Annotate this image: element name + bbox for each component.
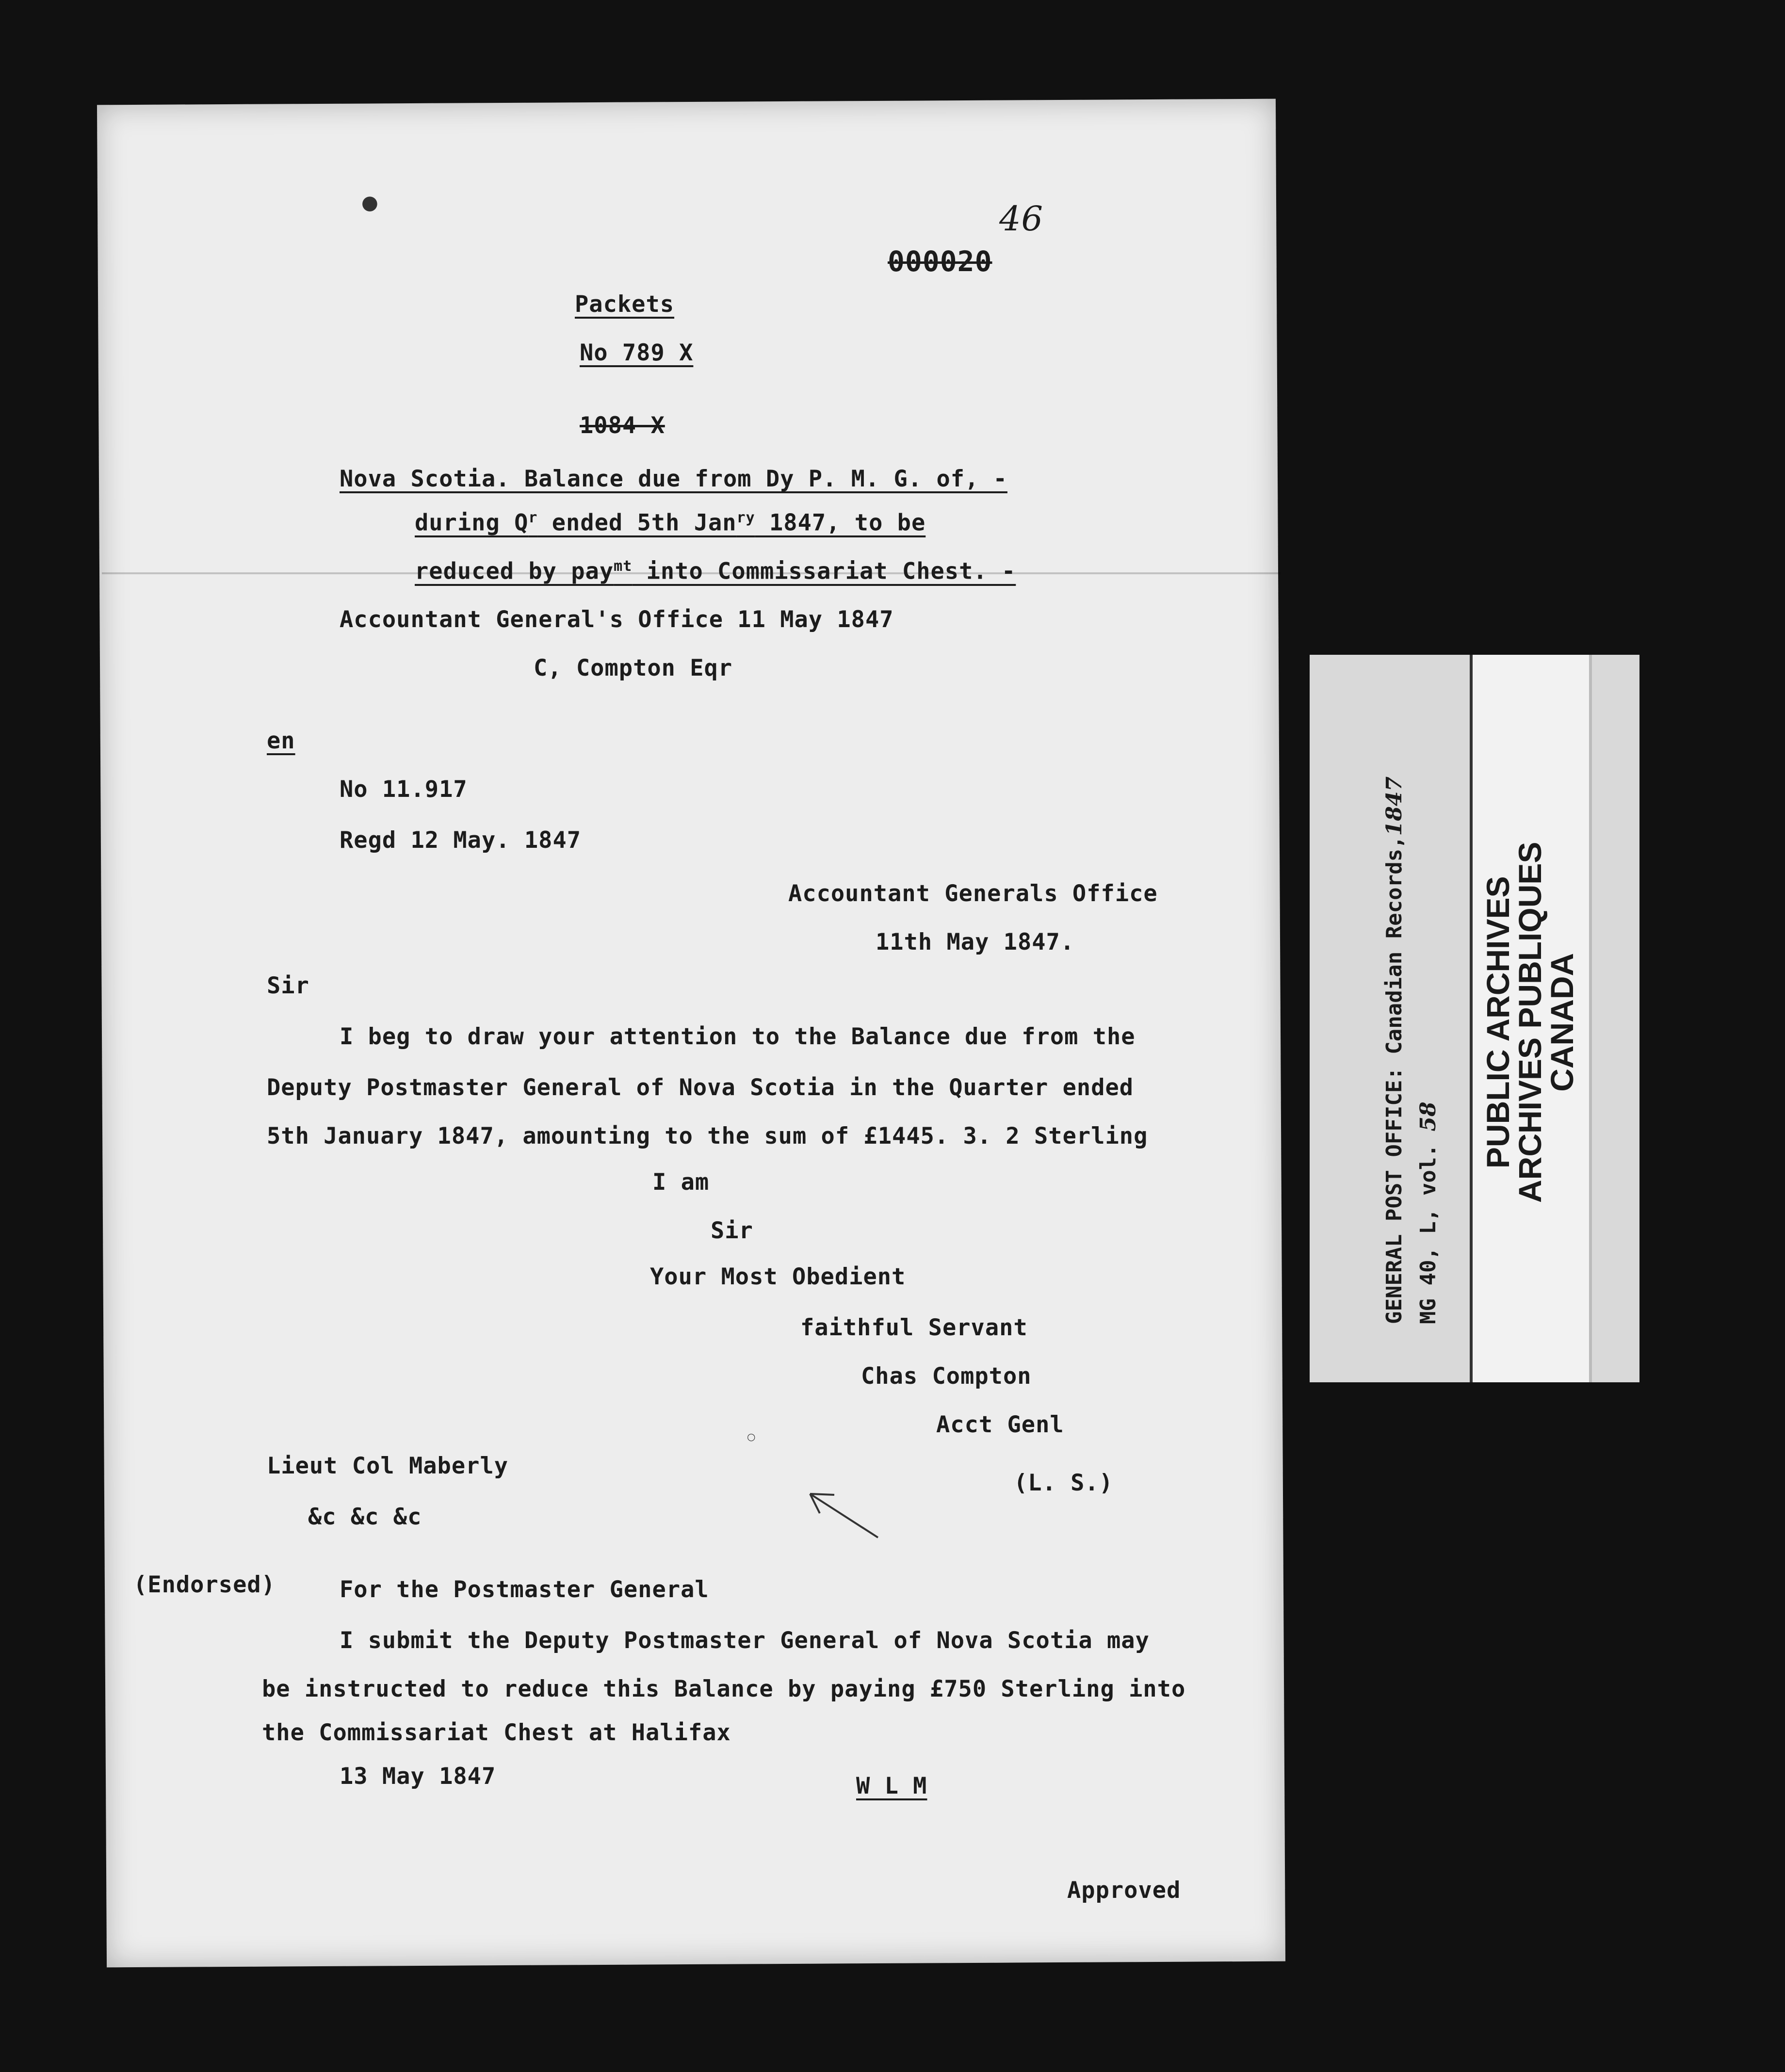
dot-mark-icon: ○ — [747, 1431, 756, 1442]
packet-number-2: 1084 X — [580, 412, 665, 439]
endorsed-label: (Endorsed) — [133, 1571, 276, 1598]
folio-struck: 000020 — [888, 245, 992, 278]
body-line-3: 5th January 1847, amounting to the sum of £1445. 3. 2 Sterling — [267, 1123, 1148, 1149]
addressee-etc: &c &c &c — [308, 1504, 422, 1530]
archives-stamp: PUBLIC ARCHIVES ARCHIVES PUBLIQUES CANADA — [1480, 842, 1580, 1203]
folio-handwritten: 46 — [999, 199, 1044, 239]
en-note: en — [267, 728, 295, 754]
dot-mark-icon: ● — [361, 192, 378, 214]
letter-from-office: Accountant Generals Office — [788, 880, 1158, 907]
card-reference: GENERAL POST OFFICE: Canadian Records,1847 MG 40, L, vol. 58 — [1382, 776, 1441, 1324]
endorsement-line-3: the Commissariat Chest at Halifax — [262, 1719, 731, 1746]
registry-number: No 11.917 — [340, 776, 468, 803]
seal-mark: (L. S.) — [1014, 1470, 1114, 1496]
arrow-mark-icon — [805, 1484, 883, 1542]
endorsement-line-2: be instructed to reduce this Balance by paying £750 Sterling into — [262, 1676, 1186, 1702]
subject-line-1: Nova Scotia. Balance due from Dy P. M. G. of, - — [340, 466, 1007, 492]
office-line: Accountant General's Office 11 May 1847 — [340, 606, 894, 633]
subject-line-2: during $Q^r$ ended 5th Jan$^{ry}$ 1847, to be — [415, 509, 926, 536]
packets-heading: Packets — [575, 291, 675, 318]
packet-number: No 789 X — [580, 340, 694, 366]
endorsement-to: For the Postmaster General — [340, 1576, 709, 1603]
signer-title: Acct Genl — [936, 1411, 1064, 1438]
to-name: C, Compton Eqr — [534, 655, 733, 681]
archive-card — [1310, 655, 1639, 1382]
endorsement-line-1: I submit the Deputy Postmaster General of Nova Scotia may — [340, 1627, 1150, 1654]
body-line-1: I beg to draw your attention to the Balance due from the — [340, 1023, 1136, 1050]
closing-i-am: I am — [652, 1169, 710, 1196]
closing-servant: faithful Servant — [800, 1314, 1028, 1341]
registry-date: Regd 12 May. 1847 — [340, 827, 582, 854]
body-line-2: Deputy Postmaster General of Nova Scotia in the Quarter ended — [267, 1074, 1134, 1101]
approved-note: Approved — [1067, 1877, 1181, 1904]
endorsement-initials: W L M — [856, 1773, 927, 1799]
signature: Chas Compton — [861, 1363, 1032, 1390]
closing-sir: Sir — [711, 1217, 753, 1244]
closing-obedient: Your Most Obedient — [650, 1263, 906, 1290]
subject-line-3: reduced by pay$^{mt}$ into Commissariat Chest. - — [415, 558, 1016, 585]
letter-date: 11th May 1847. — [876, 929, 1075, 955]
addressee: Lieut Col Maberly — [267, 1453, 509, 1479]
salutation: Sir — [267, 972, 309, 999]
endorsement-date: 13 May 1847 — [340, 1763, 496, 1790]
